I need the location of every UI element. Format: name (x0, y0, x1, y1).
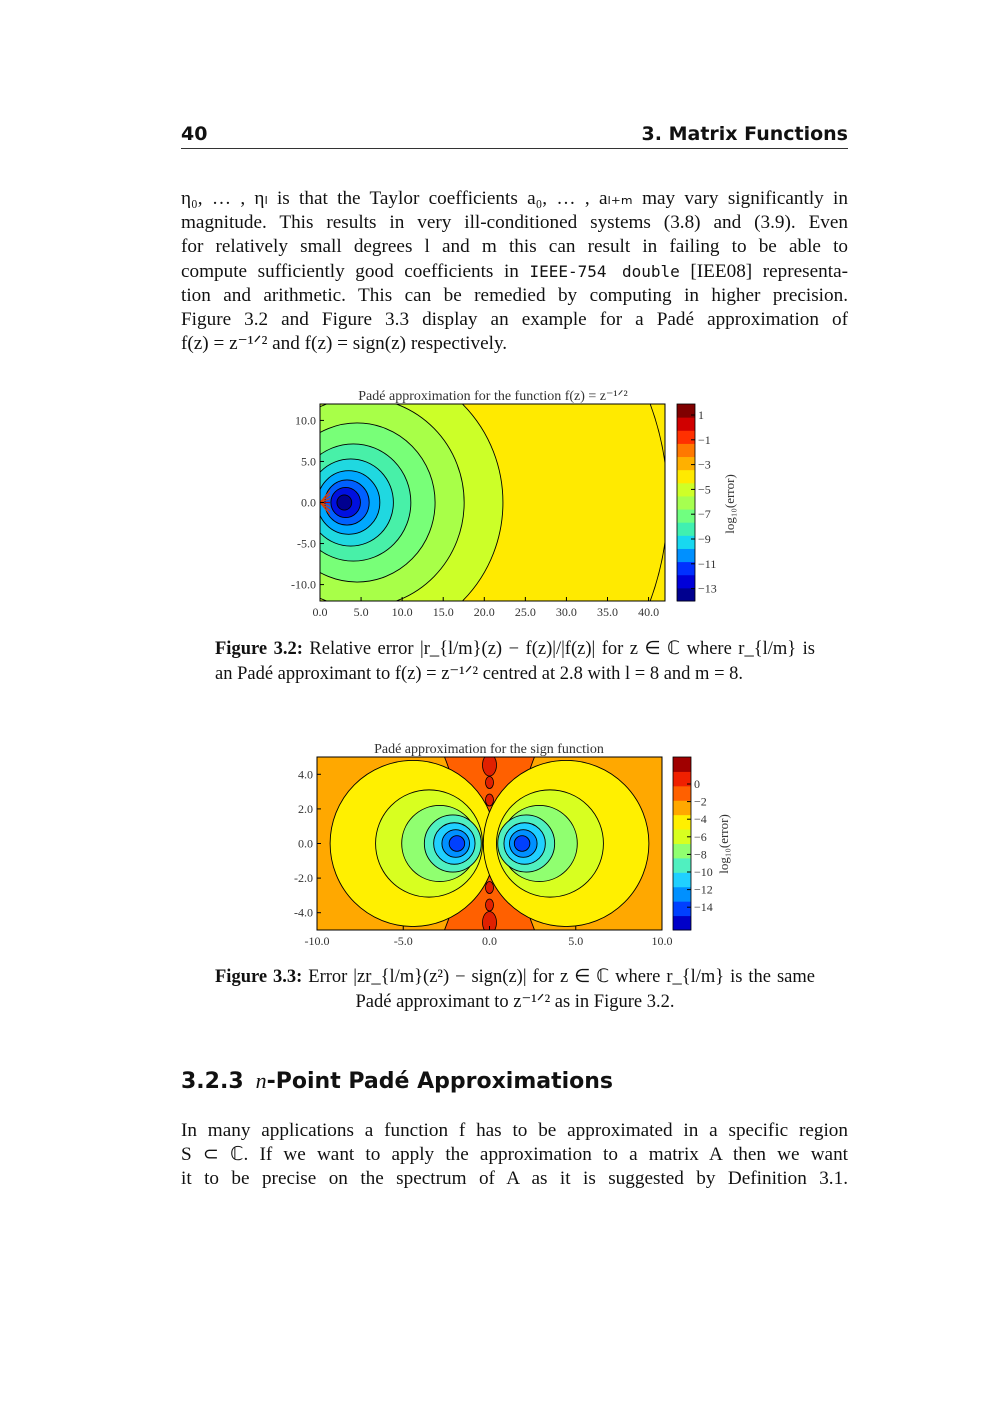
error-bead (486, 899, 494, 911)
caption-label: Figure 3.3: (215, 967, 303, 987)
caption-text: Error |zr_{l/m}(z²) − sign(z)| for z ∈ ℂ where r_{l/m} is the same (302, 967, 815, 987)
colorbar-tick-label: −14 (694, 900, 713, 915)
colorbar-tick-label: −13 (698, 581, 717, 596)
contour-level (449, 836, 465, 852)
contour-level (337, 495, 352, 510)
colorbar-segment (673, 916, 691, 931)
final-paragraph (181, 1119, 848, 1192)
error-bead (486, 794, 494, 806)
line-part: compute sufficiently good coefficients in (181, 260, 530, 282)
caption-text: Padé approximant to z⁻¹ᐟ² as in Figure 3.2. (355, 992, 675, 1012)
y-tick-label: 10.0 (295, 413, 316, 428)
figure-3-3-caption (215, 965, 815, 1015)
y-tick-label: 0.0 (298, 836, 313, 851)
x-tick-label: 10.0 (391, 605, 413, 619)
x-tick-label: 25.0 (514, 605, 536, 619)
caption-text: Relative error |r_{l/m}(z) − f(z)|/|f(z)| for z ∈ ℂ where r_{l/m} is (302, 639, 815, 659)
section-title: -Point Padé Approximations (266, 1069, 614, 1094)
x-tick-label: 5.0 (568, 934, 584, 948)
colorbar-segment (673, 815, 691, 830)
paragraph-line: In many applications a function f has to be approximated in a specific region (181, 1120, 848, 1141)
paragraph-line: S ⊂ ℂ. If we want to apply the approximation to a matrix A then we want (181, 1144, 848, 1166)
y-tick-label: 0.0 (301, 495, 316, 510)
figure-3-2-contour-plot (280, 380, 760, 620)
colorbar-tick-label: −6 (694, 829, 707, 844)
colorbar-tick-label: −12 (694, 882, 713, 897)
colorbar-tick-label: −1 (698, 432, 711, 447)
colorbar-segment (677, 430, 695, 444)
colorbar-segment (677, 575, 695, 589)
section-number: 3.2.3 (181, 1069, 244, 1094)
colorbar-segment (677, 457, 695, 471)
y-tick-label: -10.0 (291, 577, 316, 592)
colorbar-tick-label: −10 (694, 865, 713, 879)
colorbar-segment (673, 757, 691, 772)
caption-text: an Padé approximant to f(z) = z⁻¹ᐟ² centred at 2.8 with l = 8 and m = 8. (215, 664, 743, 684)
intro-paragraph (181, 187, 848, 356)
colorbar-tick-label: −4 (694, 812, 707, 827)
paragraph-line: tion and arithmetic. This can be remedied by computing in higher precision. (181, 284, 848, 306)
colorbar-segment (673, 887, 691, 902)
error-bead (486, 882, 494, 894)
y-tick-label: -5.0 (297, 536, 316, 551)
colorbar-tick-label: −2 (694, 794, 707, 809)
code-term: IEEE-754 double (529, 261, 680, 281)
colorbar-tick-label: 1 (698, 408, 704, 422)
colorbar-segment (673, 844, 691, 859)
x-tick-label: 40.0 (638, 605, 660, 619)
page-number: 40 (181, 123, 208, 145)
x-tick-label: 20.0 (473, 605, 495, 619)
colorbar-segment (677, 404, 695, 418)
paragraph-line: magnitude. This results in very ill-conditioned systems (3.8) and (3.9). Even (181, 212, 848, 234)
y-tick-label: -2.0 (294, 871, 313, 886)
colorbar-tick-label: −3 (698, 457, 711, 472)
colorbar-tick-label: 0 (694, 777, 700, 791)
x-tick-label: 0.0 (312, 605, 328, 619)
colorbar-segment (677, 417, 695, 431)
colorbar-tick-label: −11 (698, 556, 717, 571)
colorbar-label: log₁₀(error) (716, 814, 731, 874)
x-tick-label: 10.0 (651, 934, 673, 948)
paragraph-line: it to be precise on the spectrum of A as it is suggested by Definition 3.1. (181, 1168, 848, 1190)
section-variable: n (255, 1068, 267, 1093)
figure-3-3-contour-plot (280, 737, 760, 952)
colorbar-segment (673, 872, 691, 887)
figure-3-2-caption (215, 637, 815, 687)
colorbar-label: log₁₀(error) (722, 474, 737, 534)
paragraph-line: η₀, … , ηₗ is that the Taylor coefficients a₀, … , aₗ₊ₘ may vary significantly in (181, 188, 848, 209)
colorbar-tick-label: −5 (698, 482, 711, 497)
y-tick-label: 2.0 (298, 801, 313, 816)
colorbar-segment (677, 548, 695, 562)
paragraph-line: Figure 3.2 and Figure 3.3 display an example for a Padé approximation of (181, 309, 848, 331)
x-tick-label: 30.0 (555, 605, 577, 619)
x-tick-label: -5.0 (393, 934, 413, 948)
colorbar-segment (677, 496, 695, 510)
contour-level (514, 836, 530, 852)
colorbar-segment (673, 800, 691, 815)
y-tick-label: 5.0 (301, 454, 316, 469)
x-tick-label: 5.0 (353, 605, 369, 619)
line-part: [IEE08] representa- (679, 260, 848, 282)
y-tick-label: 4.0 (298, 767, 313, 782)
plot-title: Padé approximation for the function f(z) = z⁻¹ᐟ² (358, 389, 628, 404)
section-heading (181, 1068, 613, 1094)
colorbar-segment (673, 786, 691, 801)
chapter-title: 3. Matrix Functions (641, 123, 848, 145)
paragraph-line: f(z) = z⁻¹ᐟ² and f(z) = sign(z) respectively. (181, 333, 508, 355)
x-tick-label: 15.0 (432, 605, 454, 619)
colorbar-segment (677, 443, 695, 457)
colorbar-tick-label: −7 (698, 507, 711, 522)
paragraph-line: for relatively small degrees l and m this can result in failing to be able to (181, 236, 848, 258)
error-bead (486, 777, 494, 789)
colorbar-segment (677, 522, 695, 536)
colorbar-tick-label: −9 (698, 532, 711, 546)
caption-label: Figure 3.2: (215, 639, 303, 659)
colorbar-segment (677, 535, 695, 549)
x-tick-label: 35.0 (597, 605, 618, 619)
x-tick-label: 0.0 (482, 934, 497, 948)
plot-title: Padé approximation for the sign function (374, 742, 604, 757)
colorbar-segment (677, 509, 695, 523)
running-header (181, 122, 848, 149)
colorbar-segment (677, 588, 695, 602)
paragraph-line (181, 260, 848, 284)
colorbar-segment (673, 901, 691, 916)
y-tick-label: -4.0 (294, 905, 313, 920)
x-tick-label: -10.0 (304, 934, 330, 948)
colorbar-segment (673, 858, 691, 873)
colorbar-segment (677, 470, 695, 484)
colorbar-tick-label: −8 (694, 847, 707, 862)
